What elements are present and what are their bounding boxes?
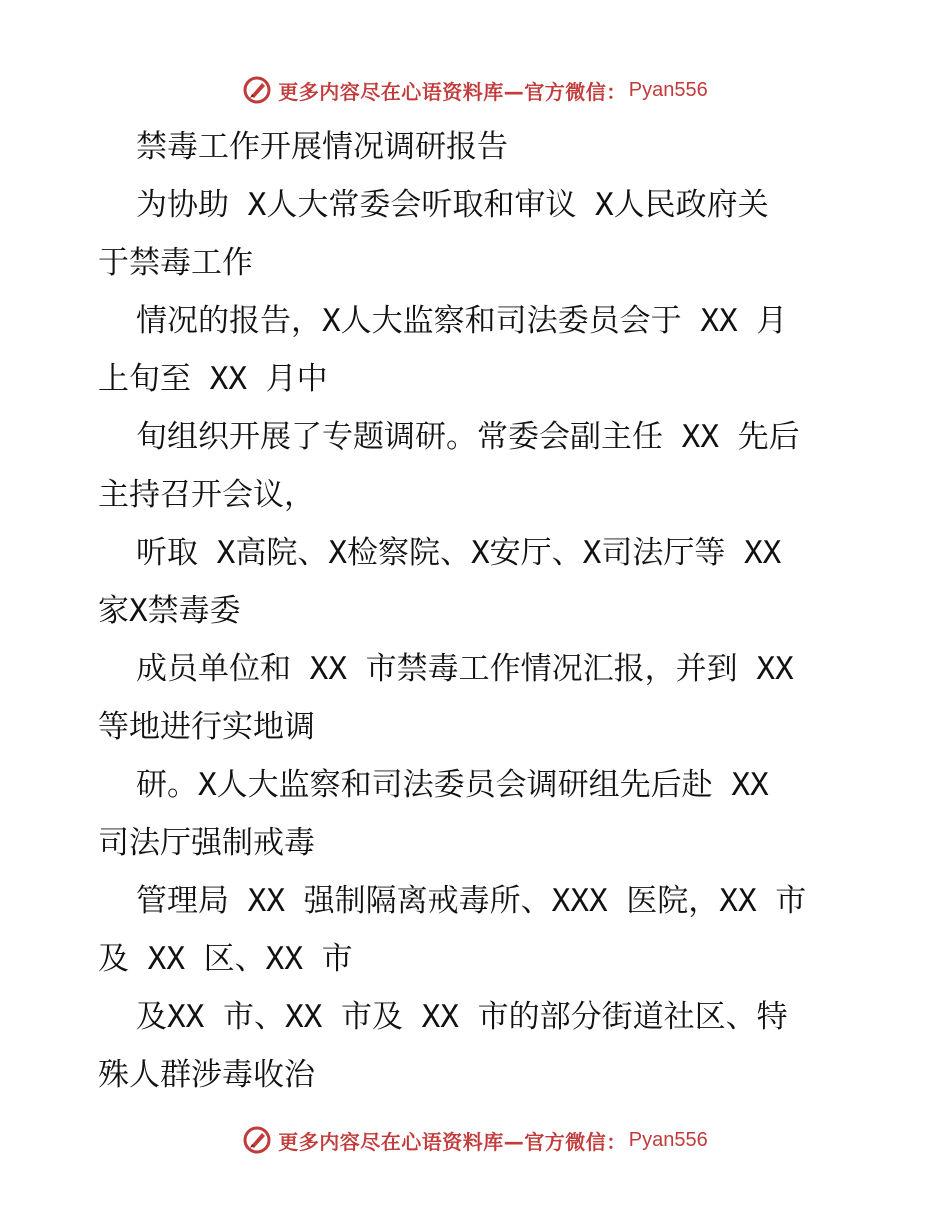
document-line: 管理局 XX 强制隔离戒毒所、XXX 医院，XX 市	[136, 883, 807, 919]
document-line: 及 XX 区、XX 市	[98, 941, 353, 977]
document-line: 听取 X高院、X检察院、X安厅、X司法厅等 XX	[136, 535, 782, 571]
document-line: 及XX 市、XX 市及 XX 市的部分街道社区、特	[136, 999, 788, 1035]
watermark-text: 更多内容尽在心语资料库—官方微信：	[278, 79, 627, 104]
document-title: 禁毒工作开展情况调研报告	[136, 129, 508, 165]
footer-watermark	[0, 1120, 950, 1160]
pen-logo-icon	[242, 75, 272, 105]
document-line: 主持召开会议，	[98, 477, 315, 513]
document-line: 上旬至 XX 月中	[98, 361, 328, 397]
document-line: 研。X人大监察和司法委员会调研组先后赴 XX	[136, 767, 769, 803]
document-line: 家X禁毒委	[98, 593, 241, 629]
document-line: 为协助 X人大常委会听取和审议 X人民政府关	[136, 187, 769, 223]
watermark-handle: Pyan556	[628, 78, 708, 101]
watermark-handle: Pyan556	[628, 1128, 708, 1151]
document-line: 等地进行实地调	[98, 709, 315, 745]
pen-logo-icon	[242, 1125, 272, 1155]
header-watermark	[0, 70, 950, 110]
document-line: 于禁毒工作	[98, 245, 253, 281]
document-body	[98, 118, 858, 1104]
document-line: 成员单位和 XX 市禁毒工作情况汇报，并到 XX	[136, 651, 794, 687]
document-line: 情况的报告，X人大监察和司法委员会于 XX 月	[136, 303, 788, 339]
watermark-text: 更多内容尽在心语资料库—官方微信：	[278, 1129, 627, 1154]
document-line: 旬组织开展了专题调研。常委会副主任 XX 先后	[136, 419, 800, 455]
document-line: 殊人群涉毒收治	[98, 1057, 315, 1093]
document-line: 司法厅强制戒毒	[98, 825, 315, 861]
